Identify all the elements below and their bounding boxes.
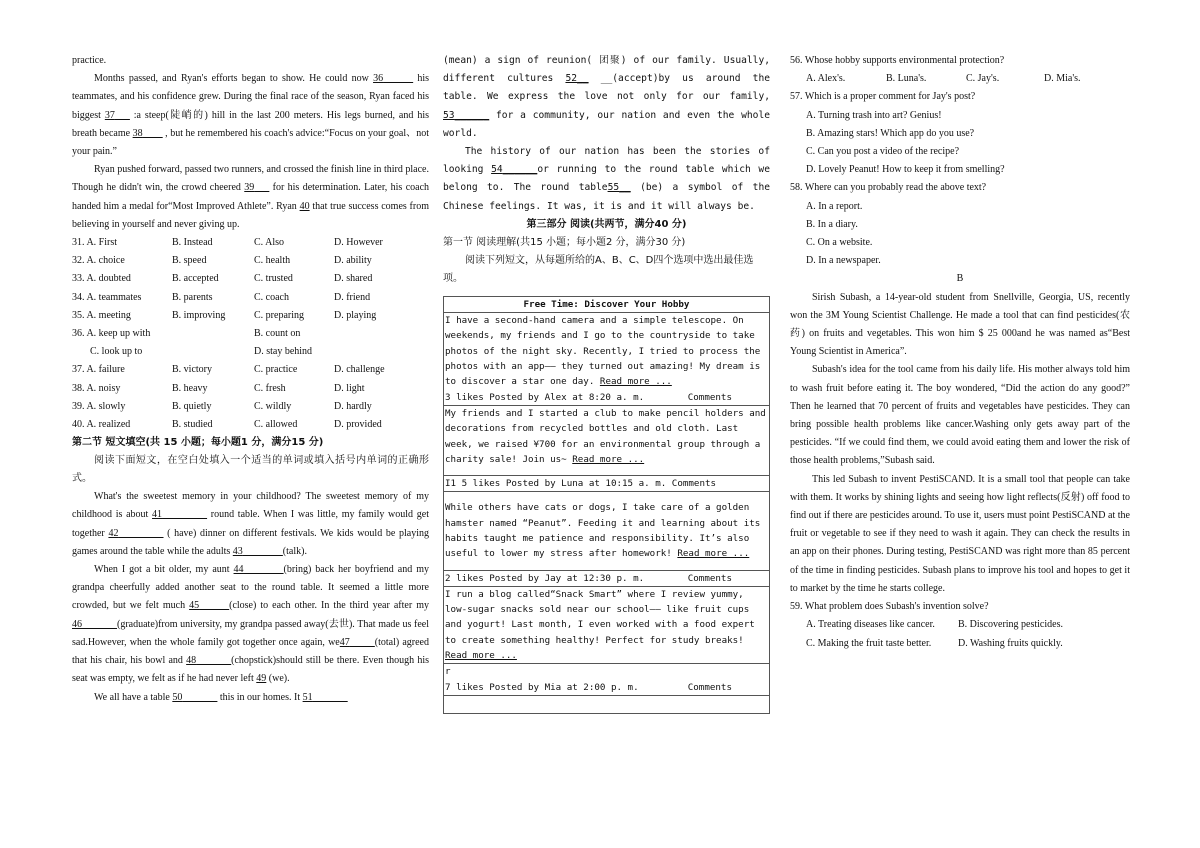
blog-post <box>444 406 769 467</box>
blank-45[interactable]: 45______ <box>189 600 230 612</box>
blank-number: 50 <box>172 691 183 703</box>
blank-number: 37 <box>104 109 115 121</box>
blank-39[interactable]: 39___ <box>244 182 270 194</box>
post-text: I have a second-hand camera and a simple telescope. On weekends, my friends and I go to the countryside to take photos of the night sky. Recently, I tried to process the photos with an app—— they turned out amazing! My dream is to discover a star one day. <box>445 315 761 388</box>
passage-paragraph: Subash's idea for the tool came from his daily life. His mother always told him to wash fruit before eating it. The boy wondered, “Did the action do any good?” Then he learned that 70 percent of fruits and vegetables have pesticides. They can bring possible health problems like cancer.Washing only gets away part of the pesticides. “If we could find them, we could avoid eating them and lower the risk of those health problems,”Subash said. <box>790 364 1130 467</box>
text: What's the sweetest memory in your childhood? The sweetest memory of my childhood is about <box>72 491 429 521</box>
blank-41[interactable]: 41_________ <box>152 509 208 521</box>
option[interactable]: 35. A. meeting <box>72 309 131 321</box>
blank-36[interactable]: 36______ <box>373 73 414 85</box>
blank-number: 48 <box>186 655 197 667</box>
passage-paragraph <box>72 689 429 707</box>
blank-number: 46 <box>72 618 82 630</box>
post-meta <box>444 680 769 696</box>
blank-number: 52 <box>565 73 578 85</box>
blank-number: 47 <box>339 636 350 648</box>
option[interactable]: D. hardly <box>334 400 372 412</box>
option[interactable]: C. wildly <box>254 400 292 412</box>
blank-number: 42 <box>108 527 119 539</box>
option[interactable]: C. practice <box>254 364 298 376</box>
passage-paragraph <box>443 143 770 216</box>
blank-50[interactable]: 50_______ <box>172 691 218 703</box>
option-row <box>72 325 429 343</box>
blank-number: 44 <box>233 564 244 576</box>
passage-paragraph <box>72 70 429 161</box>
question-56: 56. Whose hobby supports environmental protection? <box>790 55 1005 66</box>
blank-number: 41 <box>152 509 163 521</box>
passage-continuation: practice. <box>72 55 107 66</box>
post-info: 7 likes Posted by Mia at 2:00 p. m. <box>445 681 639 693</box>
text: his teammates, and his confidence grew. During the final race of the season, Ryan faced his biggest <box>72 73 429 121</box>
section-instruction: 阅读下列短文，从每题所给的A、B、C、D四个选项中选出最佳选项。 <box>443 254 754 284</box>
option[interactable]: C. preparing <box>254 309 304 321</box>
option[interactable]: D. friend <box>334 291 371 303</box>
option[interactable]: 31. A. First <box>72 237 118 249</box>
text: or running to the round table which we belong to. The round table <box>443 164 770 194</box>
blog-post <box>444 500 769 561</box>
option[interactable]: A. Alex's. <box>806 73 846 85</box>
blog-post <box>444 313 769 389</box>
blank-52[interactable]: 52__ <box>565 73 589 85</box>
text: (mean) a sign of reunion( 团聚) of our family. Usually, different cultures <box>443 55 770 85</box>
text: (talk). <box>282 545 307 557</box>
text: this in our homes. It <box>217 691 303 703</box>
option[interactable]: B. heavy <box>172 382 208 394</box>
option[interactable]: B. Amazing stars! Which app do you use? <box>806 127 975 139</box>
blank-42[interactable]: 42_________ <box>108 527 164 539</box>
text: (close) to each other. In the third year after my <box>229 600 429 612</box>
option[interactable]: C. look up to <box>90 346 143 358</box>
text: for a community, our nation and even the whole world. <box>443 109 770 139</box>
option-row <box>72 252 429 270</box>
option[interactable]: B. Instead <box>172 237 213 249</box>
blank-44[interactable]: 44________ <box>233 564 284 576</box>
text: that true success comes from believing in yourself and never giving up. <box>72 200 429 230</box>
text: __(accept)by us around the table. We express the love not only for our family, <box>443 73 770 103</box>
question-58: 58. Where can you probably read the above text? <box>790 182 987 194</box>
passage-paragraph <box>72 161 429 234</box>
blank-46[interactable]: 46_______ <box>72 618 117 630</box>
option[interactable]: C. Can you post a video of the recipe? <box>806 146 960 158</box>
blank-47[interactable]: 47_____ <box>339 636 375 648</box>
blog-title: Free Time: Discover Your Hobby <box>444 297 769 313</box>
text: (chopstick)should still be there. Even though his seat was empty, we felt as if he had never left <box>72 655 429 685</box>
option[interactable]: D. Washing fruits quickly. <box>958 637 1063 649</box>
section-instruction: 阅读下面短文，在空白处填入一个适当的单词或填入括号内单词的正确形式。 <box>72 455 429 485</box>
option[interactable]: C. fresh <box>254 382 286 394</box>
option[interactable]: A. In a report. <box>806 200 863 212</box>
read-more-link[interactable]: Read more ... <box>572 453 645 465</box>
passage-b-label: B <box>956 273 964 285</box>
option[interactable]: C. health <box>254 255 291 267</box>
options-59 <box>790 616 1130 652</box>
cloze-options <box>72 234 429 434</box>
blank-number: 43 <box>232 545 243 557</box>
text: (total) agreed that his chair, his bowl and <box>72 636 429 667</box>
option[interactable]: C. Jay's. <box>966 73 1000 85</box>
option[interactable]: 36. A. keep up with <box>72 328 151 340</box>
option[interactable]: D. In a newspaper. <box>806 255 881 267</box>
blog-panel <box>443 296 770 714</box>
passage-paragraph: Sirish Subash, a 14-year-old student from Snellville, Georgia, US, recently won the 3M Young Scientist Challenge. He made a tool that can find pesticides(农药) on fruits and vegetables. This won him $ 25 000and he was named as“Best Young Scientist in America”. <box>790 291 1130 358</box>
part-title: 第三部分 阅读(共两节，满分40 分) <box>526 218 687 230</box>
right-column <box>790 52 1130 653</box>
option-row <box>72 398 429 416</box>
blank-number: 40 <box>299 200 310 212</box>
option-row <box>72 380 429 398</box>
option-row <box>72 270 429 288</box>
blank-51[interactable]: 51_______ <box>302 691 348 703</box>
option-row <box>72 234 429 252</box>
section-title: 第二节 短文填空(共 15 小题；每小题1 分，满分15 分) <box>72 437 324 449</box>
option[interactable]: B. victory <box>172 364 212 376</box>
text: (graduate)from university, my grandpa passed away(去世). That made us feel sad.However, when the whole family got together once again, we <box>72 618 429 648</box>
post-info: I1 5 likes Posted by Luna at 10:15 a. m. Comments <box>445 478 717 490</box>
option[interactable]: A. Treating diseases like cancer. <box>806 619 935 631</box>
option[interactable]: D. playing <box>334 309 377 321</box>
option[interactable]: B. parents <box>172 291 213 303</box>
blank-number: 38 <box>132 127 143 139</box>
option[interactable]: C. coach <box>254 291 289 303</box>
text: (be) a symbol of the Chinese feelings. It was, it is and it will always be. <box>443 182 770 212</box>
comments-link[interactable]: Comments <box>687 572 732 584</box>
read-more-link[interactable]: Read more ... <box>599 376 672 388</box>
blank-number: 53 <box>443 109 455 121</box>
blank-38[interactable]: 38____ <box>132 127 163 139</box>
option[interactable]: B. Discovering pesticides. <box>958 619 1063 631</box>
option[interactable]: B. Luna's. <box>886 73 927 85</box>
option[interactable]: D. Lovely Peanut! How to keep it from smelling? <box>806 164 1005 176</box>
text: Ryan pushed forward, passed two runners, and crossed the finish line in third place. Though he didn't win, the crowd cheered <box>72 164 429 194</box>
option[interactable]: B. speed <box>172 255 207 267</box>
blank-48[interactable]: 48_______ <box>186 655 232 667</box>
option-row <box>72 307 429 325</box>
blank-53[interactable]: 53______ <box>443 109 490 121</box>
post-meta <box>444 475 769 492</box>
blank-37[interactable]: 37___ <box>104 109 130 121</box>
passage-paragraph <box>443 52 770 143</box>
option[interactable]: B. quietly <box>172 400 212 412</box>
option[interactable]: 40. A. realized <box>72 419 131 431</box>
blank-number: 45 <box>189 600 200 612</box>
blank-55[interactable]: 55__ <box>607 182 631 194</box>
blank-49[interactable] <box>256 673 266 684</box>
blank-number: 55 <box>607 182 620 194</box>
text: ( have) dinner on different festivals. We kids would be playing games around the table while the adults <box>72 527 429 557</box>
option[interactable]: D. However <box>334 237 383 249</box>
option[interactable]: B. studied <box>172 419 213 431</box>
option-row <box>72 289 429 307</box>
text: When I got a bit older, my aunt <box>94 564 234 576</box>
option[interactable]: D. light <box>334 382 365 394</box>
option[interactable]: 38. A. noisy <box>72 382 121 394</box>
text: The history of our nation has been the stories of looking <box>443 146 770 176</box>
text: for his determination. Later, his coach handed him a medal for“Most Improved Athlete”. Ryan <box>72 182 430 212</box>
option[interactable]: A. Turning trash into art? Genius! <box>806 109 942 121</box>
blank-number: 54 <box>491 164 503 176</box>
option[interactable]: D. provided <box>334 419 382 431</box>
passage-paragraph <box>72 561 429 688</box>
text: (we). <box>266 673 290 685</box>
option[interactable]: D. Mia's. <box>1044 73 1081 85</box>
text: Months passed, and Ryan's efforts began to show. He could now <box>94 73 374 85</box>
option[interactable]: 34. A. teammates <box>72 291 142 303</box>
option[interactable]: B. accepted <box>172 273 219 285</box>
option[interactable]: 39. A. slowly <box>72 400 126 412</box>
option[interactable]: D. shared <box>334 273 373 285</box>
option-row <box>72 416 429 434</box>
question-57: 57. Which is a proper comment for Jay's post? <box>790 91 976 103</box>
passage-paragraph <box>72 488 429 561</box>
comments-link[interactable]: Comments <box>687 391 732 403</box>
text: :a steep(陡峭的) hill in the last 200 meters. His legs burned, and his breath became <box>72 109 429 139</box>
option[interactable]: C. allowed <box>254 419 298 431</box>
blank-number: 49 <box>256 673 267 685</box>
blank-number: 39 <box>244 182 255 194</box>
option[interactable]: D. stay behind <box>254 346 313 358</box>
text: We all have a table <box>94 691 173 703</box>
option[interactable]: B. In a diary. <box>806 218 858 230</box>
middle-column <box>443 52 770 714</box>
passage-paragraph: This led Subash to invent PestiSCAND. It is a small tool that people can take with them. It works by shining lights and seeing how light reflects(反射) off food to find out if there are pesticides around. To use it, users must point PestiSCAND at the fruit or vegetable to see if they need to wash it again. They can check the results in an app on their phones. During testing, PestiSCAND was right more than 85 percent of the time in finding pesticides. Subash plans to improve his tool and hopes to get it to market by the time he starts college. <box>790 473 1130 594</box>
option[interactable]: 33. A. doubted <box>72 273 131 285</box>
option[interactable]: C. On a website. <box>806 237 873 249</box>
option-row <box>72 361 429 379</box>
comments-link[interactable]: Comments <box>687 681 732 693</box>
text: , but he remembered his coach's advice:“Focus on your goal、not your pain.” <box>72 127 429 158</box>
blank-number: 36 <box>373 73 384 85</box>
question-59: 59. What problem does Subash's invention solve? <box>790 601 989 613</box>
option-row <box>72 343 429 361</box>
blank-43[interactable]: 43________ <box>232 545 283 557</box>
option[interactable]: C. Also <box>254 237 285 249</box>
blog-post <box>444 587 769 663</box>
read-more-link[interactable]: Read more ... <box>445 650 517 662</box>
post-info: 2 likes Posted by Jay at 12:30 p. m. <box>445 572 645 584</box>
option[interactable]: D. ability <box>334 255 372 267</box>
option[interactable]: B. improving <box>172 309 226 321</box>
post-meta <box>444 390 769 406</box>
option[interactable]: 32. A. choice <box>72 255 125 267</box>
left-column <box>72 52 429 707</box>
post-info: 3 likes Posted by Alex at 8:20 a. m. <box>445 391 645 403</box>
section-title: 第一节 阅读理解(共15 小题；每小题2 分，满分30 分) <box>443 236 686 248</box>
blank-40[interactable] <box>300 201 310 212</box>
blank-number: 51 <box>302 691 313 703</box>
stray-text: r <box>444 663 769 679</box>
post-text: My friends and I started a club to make pencil holders and decorations from recycled bottles and old cloth. Last week, we raised ¥700 for an environmental group through a charity sale! Join us~ <box>445 407 766 465</box>
text: round table. When I was little, my family would get together <box>72 509 429 539</box>
option[interactable]: C. Making the fruit taste better. <box>806 637 932 649</box>
option[interactable]: C. trusted <box>254 273 293 285</box>
options-56 <box>790 70 1130 88</box>
text: (bring) back her boyfriend and my grandpa cheerfully added another seat to the round table. It seemed a little more crowded, but we felt much <box>72 564 430 612</box>
read-more-link[interactable]: Read more ... <box>677 548 750 560</box>
option[interactable]: D. challenge <box>334 364 385 376</box>
option[interactable]: 37. A. failure <box>72 364 125 376</box>
option[interactable]: B. count on <box>254 328 301 340</box>
blank-54[interactable]: 54______ <box>491 164 538 176</box>
post-text: While others have cats or dogs, I take care of a golden hamster named “Peanut”. Feeding it and learning about its habits taught me patience and responsibility. It’s also useful to lower my stress after homework! <box>445 502 761 560</box>
post-meta <box>444 570 769 587</box>
post-text: I run a blog called“Snack Smart” where I review yummy, low-sugar snacks sold near our school—— like fruit cups and yogurt! Last month, I even worked with a food expert to create something healthy! Perfect for study breaks! <box>445 588 755 646</box>
